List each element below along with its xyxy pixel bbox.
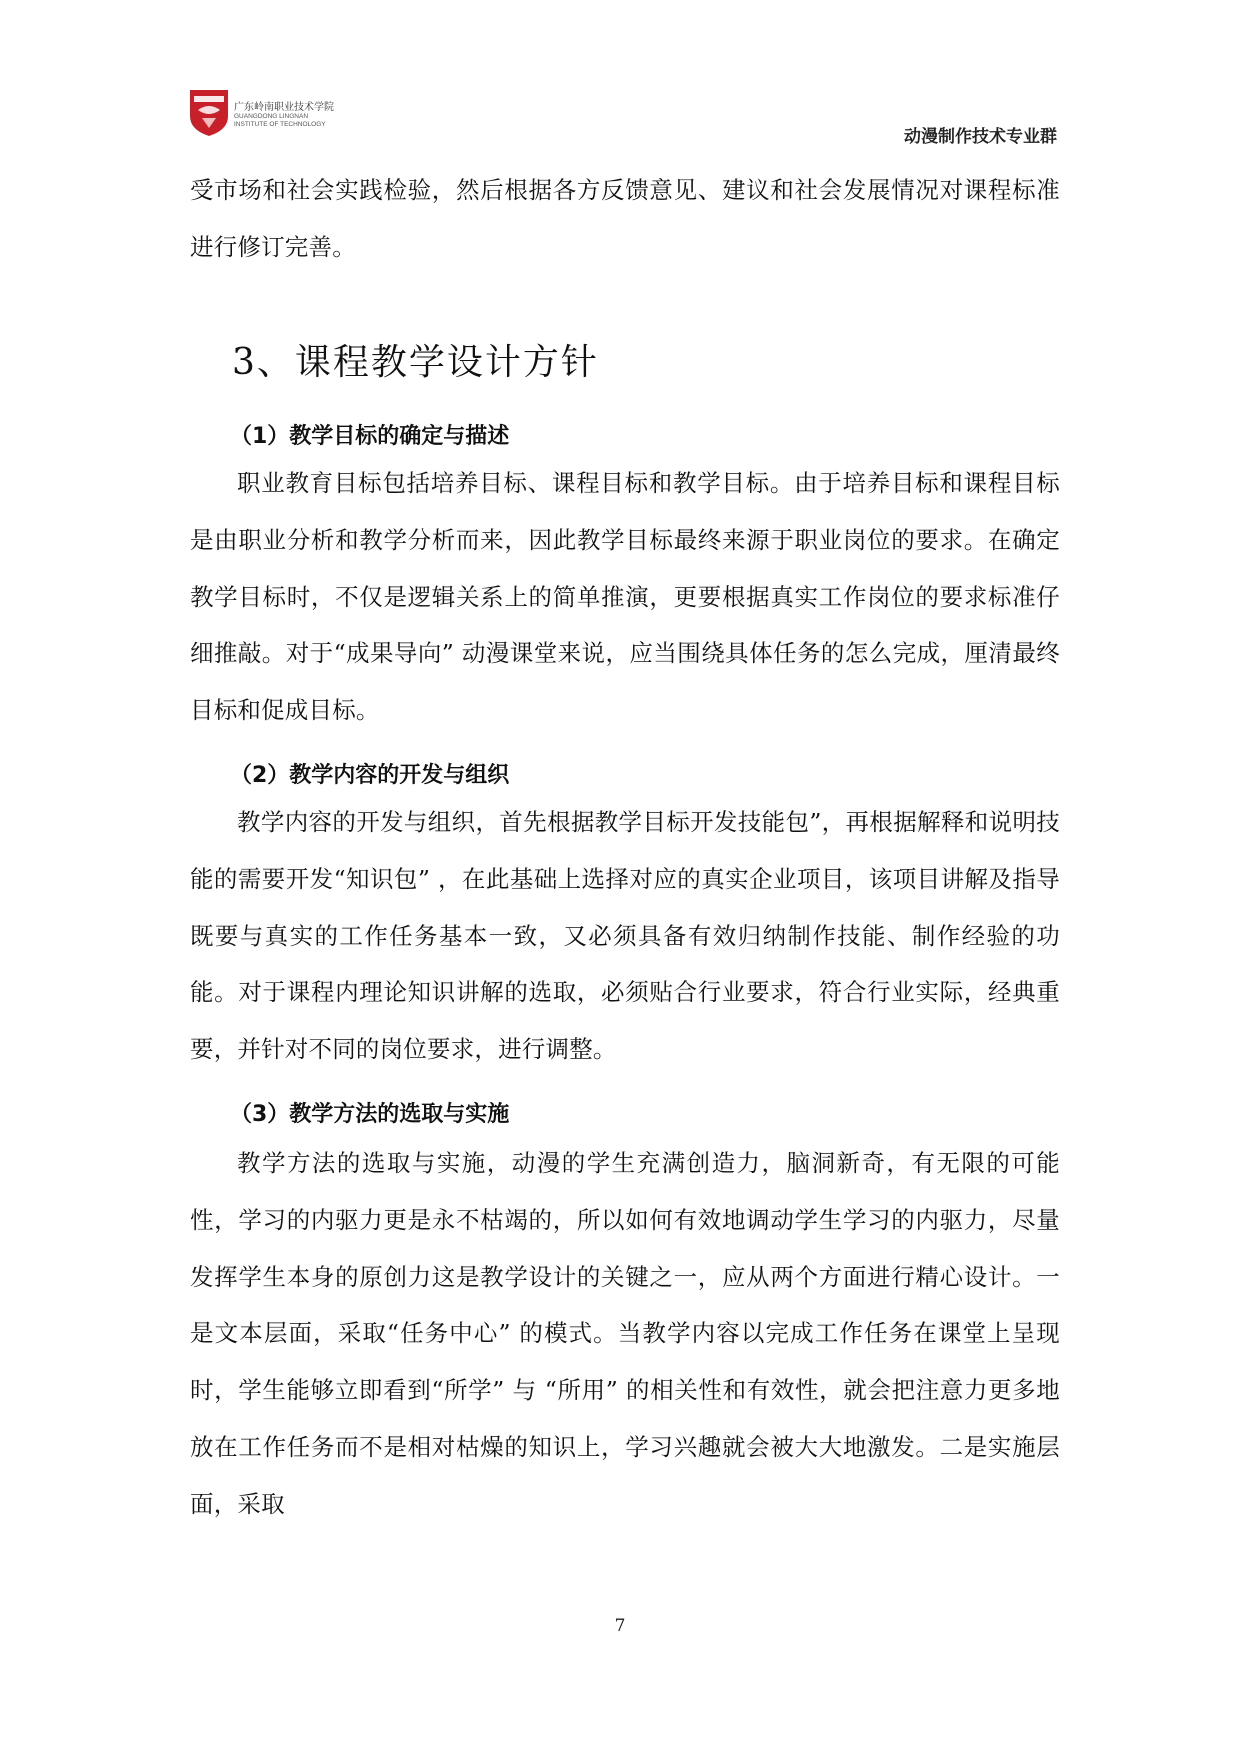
subsection-3-body: 教学方法的选取与实施，动漫的学生充满创造力，脑洞新奇，有无限的可能性，学习的内驱力更是永不枯竭的，所以如何有效地调动学生学习的内驱力，尽量发挥学生本身的原创力这是教学设计的关键之一，应从两个方面进行精心设计。一是文本层面，采取“任务中心” 的模式。当教学内容以完成工作任务在课堂上呈现时，学生能够立即看到“所学” 与 “所用” 的相关性和有效性，就会把注意力更多地放在工作任务而不是相对枯燥的知识上，学习兴趣就会被大大地激发。二是实施层面，采取	[190, 1149, 1060, 1518]
subsection-3-body-block	[190, 1135, 1060, 1533]
shield-logo-icon	[188, 88, 230, 138]
subsection-1-body-block	[190, 455, 1060, 739]
logo-text	[234, 98, 334, 129]
intro-paragraph: 受市场和社会实践检验，然后根据各方反馈意见、建议和社会发展情况对课程标准进行修订完善。	[190, 176, 1060, 261]
logo-name-en-1: GUANGDONG LINGNAN	[234, 113, 309, 120]
page-number: 7	[614, 1616, 626, 1636]
logo-name-en-2: INSTITUTE OF TECHNOLOGY	[234, 121, 326, 128]
institute-logo	[188, 88, 334, 140]
subsection-2-body-block	[190, 794, 1060, 1078]
header-group-title: 动漫制作技术专业群	[904, 127, 1057, 147]
subsection-1-body: 职业教育目标包括培养目标、课程目标和教学目标。由于培养目标和课程目标是由职业分析和教学分析而来，因此教学目标最终来源于职业岗位的要求。在确定教学目标时，不仅是逻辑关系上的简单推演，更要根据真实工作岗位的要求标准仔细推敲。对于“成果导向” 动漫课堂来说，应当围绕具体任务的怎么完成，厘清最终目标和促成目标。	[190, 469, 1060, 725]
intro-block	[190, 162, 1060, 276]
subsection-2-heading: （2）教学内容的开发与组织	[230, 763, 510, 788]
subsection-1-heading: （1）教学目标的确定与描述	[230, 424, 510, 449]
section-heading: 3、课程教学设计方针	[232, 342, 599, 383]
subsection-3-heading: （3）教学方法的选取与实施	[230, 1102, 510, 1127]
logo-name-cn: 广东岭南职业技术学院	[234, 102, 334, 113]
subsection-2-body: 教学内容的开发与组织，首先根据教学目标开发技能包”，再根据解释和说明技能的需要开发“知识包” ，在此基础上选择对应的真实企业项目，该项目讲解及指导既要与真实的工作任务基本一致，又必须具备有效归纳制作技能、制作经验的功能。对于课程内理论知识讲解的选取，必须贴合行业要求，符合行业实际，经典重要，并针对不同的岗位要求，进行调整。	[190, 808, 1060, 1064]
